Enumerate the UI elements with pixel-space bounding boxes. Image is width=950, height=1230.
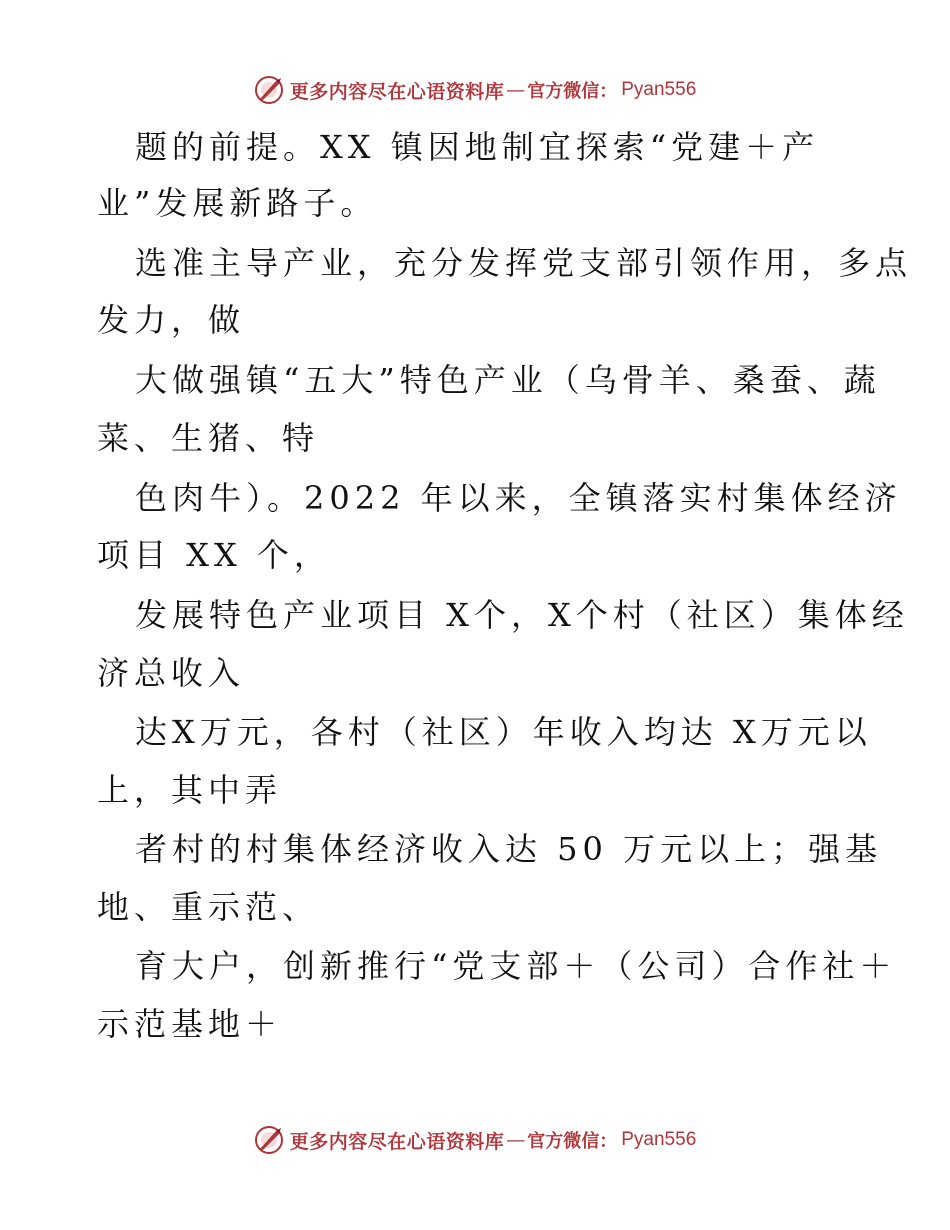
banner-dash: — [506,79,526,101]
body-line: 题的前提。XX 镇因地制宜探索“党建＋产 [135,128,820,166]
banner-main-text: 更多内容尽在心语资料库 [289,80,505,103]
body-line: 选准主导产业，充分发挥党支部引领作用，多点 [135,244,913,282]
body-line: 育大户，创新推行“党支部＋（公司）合作社＋ [135,947,897,985]
body-line: 业”发展新路子。 [97,184,378,222]
banner-wechat-id: Pyan556 [621,79,697,100]
body-line: 发展特色产业项目 X个，X个村（社区）集体经 [135,596,909,634]
body-line: 者村的村集体经济收入达 50 万元以上；强基 [135,830,883,868]
body-line: 地、重示范、 [97,888,320,926]
body-line: 发力，做 [97,301,246,339]
body-line: 示范基地＋ [97,1005,283,1043]
banner-dash: — [506,1129,526,1151]
body-line: 达X万元，各村（社区）年收入均达 X万元以 [135,713,872,751]
body-line: 项目 XX 个， [97,536,331,574]
body-line: 色肉牛）。2022 年以来，全镇落实村集体经济 [135,479,902,517]
footer-banner [0,1120,950,1160]
body-line: 济总收入 [97,654,246,692]
banner-sub-text: 官方微信： [527,81,618,102]
body-line: 大做强镇“五大”特色产业（乌骨羊、桑蚕、蔬 [135,361,881,399]
quill-logo-icon [254,1125,284,1155]
banner-wechat-id: Pyan556 [621,1129,697,1150]
quill-logo-icon [254,75,284,105]
banner-main-text: 更多内容尽在心语资料库 [289,1130,505,1153]
body-line: 菜、生猪、特 [97,419,320,457]
banner-sub-text: 官方微信： [527,1131,618,1152]
body-line: 上，其中弄 [97,771,283,809]
header-banner [0,70,950,110]
